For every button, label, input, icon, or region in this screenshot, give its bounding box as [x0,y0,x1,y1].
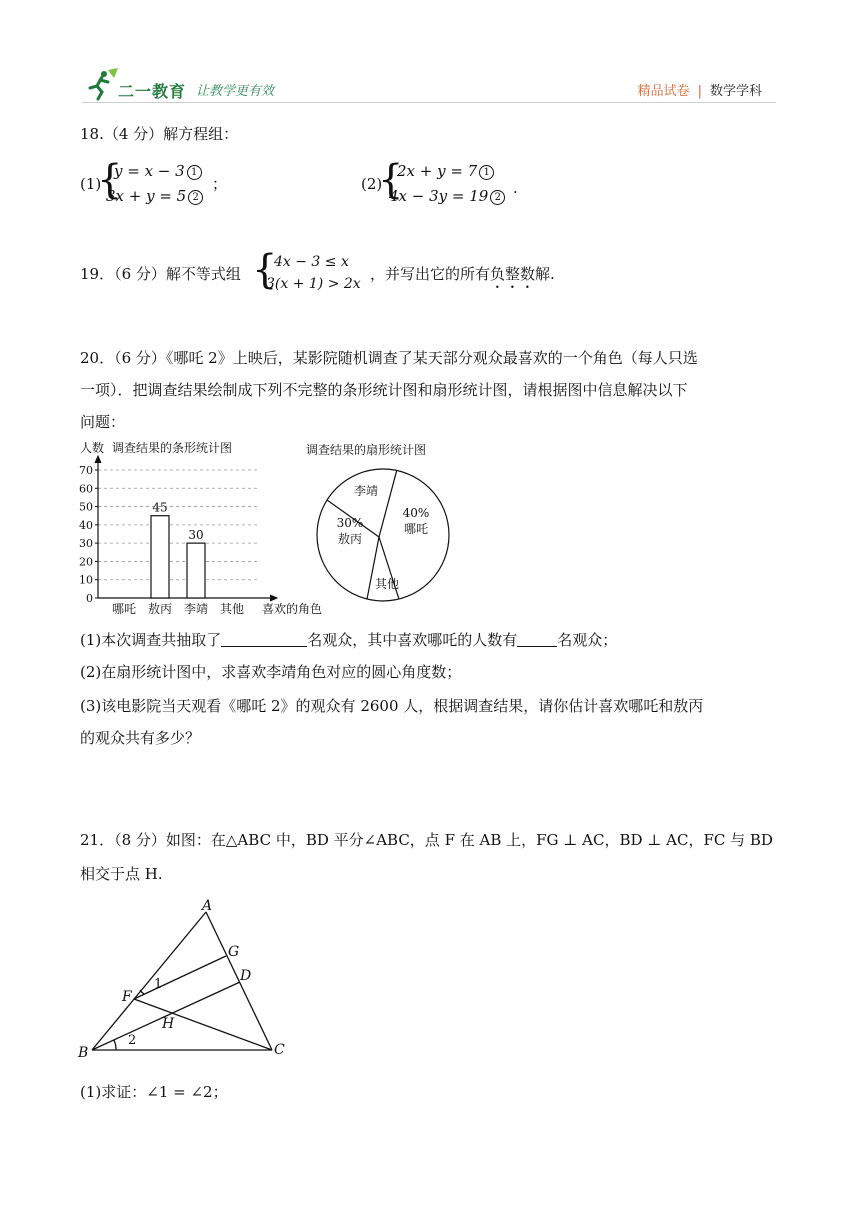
pie-slice-label: 敖丙 [337,532,363,546]
answer-blank-total[interactable] [221,631,307,647]
pie-slice-label: 其他 [374,577,400,591]
header-tag-subject: 数学学科 [709,84,762,99]
x-category-label: 李靖 [183,602,209,616]
q20-line3: 问题： [80,413,126,431]
segment-fg [134,956,226,999]
bar [151,516,169,598]
header-separator: | [697,84,702,99]
pie-slice-percent: 30% [336,516,364,530]
bar-chart [76,438,326,618]
q20-sub3-line1: (3)该电影院当天观看《哪吒 2》的观众有 2600 人，根据调查结果，请你估计喜欢哪吒和敖丙 [80,697,704,715]
q18-p1-eq1: y = x − 3 1 [114,161,202,181]
q19-prefix: 19．（6 分）解不等式组 [80,265,241,283]
brace: { [252,247,278,293]
bar-value-label: 45 [152,500,168,515]
q18-p2-eq2: 4x − 3y = 19 2 [389,186,505,206]
q20-sub1: (1)本次调查共抽取了 名观众，其中喜欢哪吒的人数有 名观众； [80,631,618,649]
y-tick-label: 60 [79,482,93,496]
header-tag-quality: 精品试卷 [637,84,690,99]
label-angle-2: 2 [128,1033,137,1048]
q19-suffix: ，并写出它的所有负整数解. [370,265,555,283]
q21-line2: 相交于点 H. [80,865,163,883]
q20-line2: 一项）．把调查结果绘制成下列不完整的条形统计图和扇形统计图，请根据图中信息解决以下 [80,381,688,399]
y-tick-label: 20 [79,555,93,569]
y-tick-label: 10 [79,573,93,587]
header-divider [82,102,776,103]
label-f: F [122,989,132,1005]
q20-sub2: (2)在扇形统计图中，求喜欢李靖角色对应的圆心角度数； [80,663,462,681]
brand-name: 二一教育 [118,82,187,101]
q18-p1-end: ； [212,175,228,193]
label-a: A [202,898,213,914]
x-category-label: 其他 [219,602,245,616]
label-d: D [240,968,252,984]
q20-line1: 20．（6 分）《哪吒 2》上映后，某影院随机调查了某天部分观众最喜欢的一个角色（每人只选 [80,349,698,367]
pie-slice-label: 哪吒 [403,522,429,536]
y-tick-label: 0 [86,592,93,605]
answer-blank-nezha[interactable] [517,631,557,647]
triangle-figure [72,898,292,1063]
brand-logo-icon [84,66,120,102]
q19 [80,247,780,296]
q21-sub1: (1)求证：∠1 = ∠2； [80,1083,228,1101]
bar-value-label: 30 [188,528,204,543]
brace: { [97,157,123,203]
label-c: C [274,1042,285,1058]
y-tick-label: 70 [79,464,93,477]
y-tick-label: 50 [79,500,93,514]
angle-2-arc [114,1040,116,1050]
y-tick-label: 40 [79,518,93,532]
brace: { [378,157,404,203]
q21-line1: 21．（8 分）如图：在△ABC 中，BD 平分∠ABC，点 F 在 AB 上，FG ⊥ AC，BD ⊥ AC，FC 与 BD [80,831,773,849]
bar-ylabel: 人数 [80,441,105,455]
pie-chart [300,438,460,608]
q20-sub3-line2: 的观众共有多少？ [80,729,201,747]
label-b: B [78,1045,89,1061]
bar [187,543,205,598]
q19-ineq2: 3(x + 1) > 2x [266,276,361,292]
q18-p1-label: (1) [80,175,102,193]
side-ab [92,912,206,1050]
brand-slogan: 让教学更有效 [196,84,275,99]
bar-chart-title: 调查结果的条形统计图 [112,441,233,455]
header-tags [638,80,762,99]
pie-slice-percent: 40% [402,506,430,520]
label-angle-1: 1 [154,977,163,992]
x-axis-arrow [270,595,277,601]
y-tick-label: 30 [79,537,93,551]
q18-p2-label: (2) [361,175,383,193]
q19-ineq1: 4x − 3 ≤ x [274,254,349,270]
pie-chart-title: 调查结果的扇形统计图 [306,443,427,457]
pie-slice-label: 李靖 [353,484,379,498]
label-g: G [228,944,240,960]
label-h: H [162,1016,175,1032]
q18-p2-eq1: 2x + y = 7 1 [397,161,494,181]
q18-title: 18.（4 分）解方程组： [80,125,239,143]
q18-p2-end: . [513,179,518,197]
x-category-label: 敖丙 [147,602,173,616]
q18-p1-eq2: 3x + y = 5 2 [106,186,203,206]
bar-xlabel: 喜欢的角色 [262,602,323,616]
x-category-label: 哪吒 [111,602,137,616]
y-axis-arrow [95,456,101,463]
